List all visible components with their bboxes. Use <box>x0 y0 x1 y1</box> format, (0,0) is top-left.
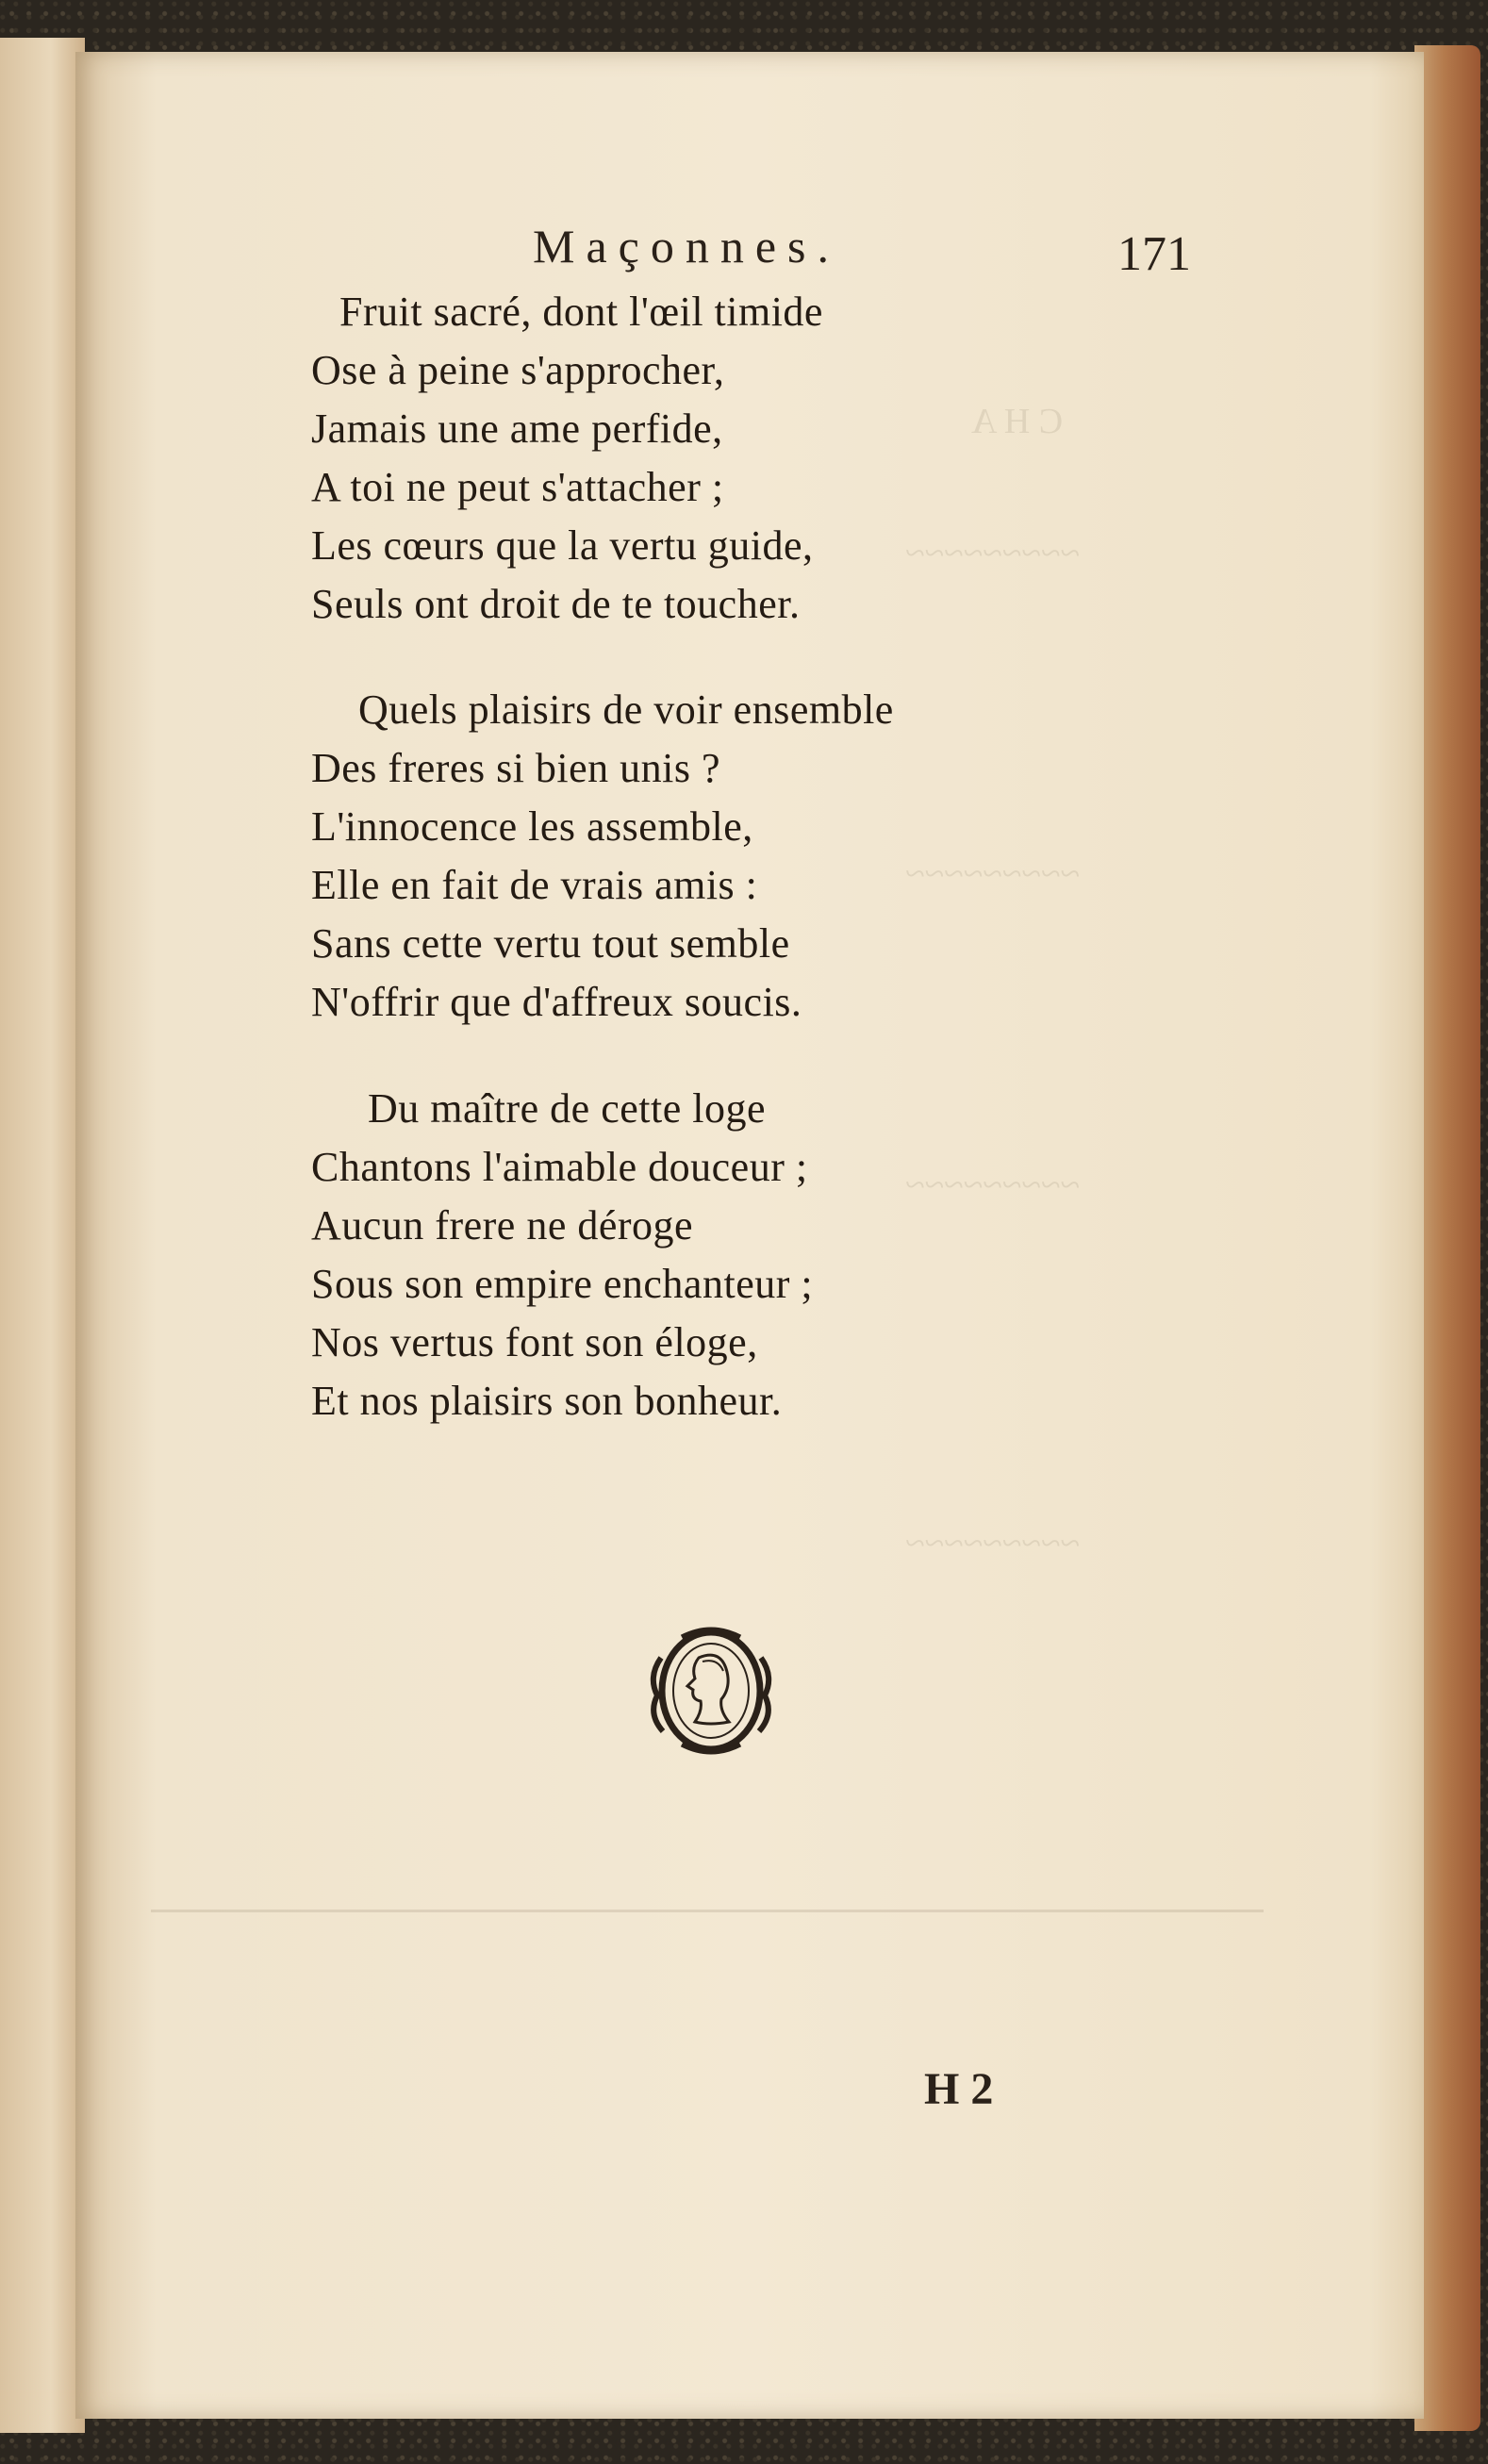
verse-line: Fruit sacré, dont l'œil timide <box>339 289 823 335</box>
signature-mark: H 2 <box>924 2064 994 2114</box>
show-through-mark: C H A <box>971 402 1064 441</box>
verse-line: Quels plaisirs de voir ensemble <box>358 686 894 733</box>
page-number: 171 <box>1117 227 1191 281</box>
verse-line: A toi ne peut s'attacher ; <box>311 464 724 510</box>
verse-line: Sans cette vertu tout semble <box>311 920 790 967</box>
cameo-portrait-icon <box>644 1620 778 1761</box>
show-through-mark: ~~~~~~~~~ <box>905 1166 1081 1205</box>
verse-line: Aucun frere ne déroge <box>311 1202 694 1249</box>
verse-line: L'innocence les assemble, <box>311 803 753 850</box>
verse-line: Et nos plaisirs son bonheur. <box>311 1378 783 1424</box>
facing-page-edge <box>0 38 85 2433</box>
verse-line: Nos vertus font son éloge, <box>311 1319 758 1365</box>
verse-line: Les cœurs que la vertu guide, <box>311 522 814 569</box>
verse-line: Jamais une ame perfide, <box>311 405 723 452</box>
stanza-1 <box>311 283 823 634</box>
running-title: Maçonnes. <box>533 220 840 273</box>
verse-line: Ose à peine s'approcher, <box>311 347 725 393</box>
verse-line: N'offrir que d'affreux soucis. <box>311 979 802 1025</box>
verse-line: Sous son empire enchanteur ; <box>311 1261 814 1307</box>
verse-line: Des freres si bien unis ? <box>311 745 721 791</box>
stanza-3 <box>311 1080 813 1430</box>
show-through-rule <box>151 1910 1264 1912</box>
show-through-mark: ~~~~~~~~~ <box>905 854 1081 894</box>
verse-line: Seuls ont droit de te toucher. <box>311 581 801 627</box>
verse-line: Du maître de cette loge <box>368 1085 766 1132</box>
verse-line: Elle en fait de vrais amis : <box>311 862 758 908</box>
show-through-mark: ~~~~~~~~~ <box>905 1524 1081 1563</box>
verse-line: Chantons l'aimable douceur ; <box>311 1144 808 1190</box>
stanza-2 <box>311 681 894 1032</box>
show-through-mark: ~~~~~~~~~ <box>905 534 1081 573</box>
page-block-edge <box>1414 45 1480 2431</box>
